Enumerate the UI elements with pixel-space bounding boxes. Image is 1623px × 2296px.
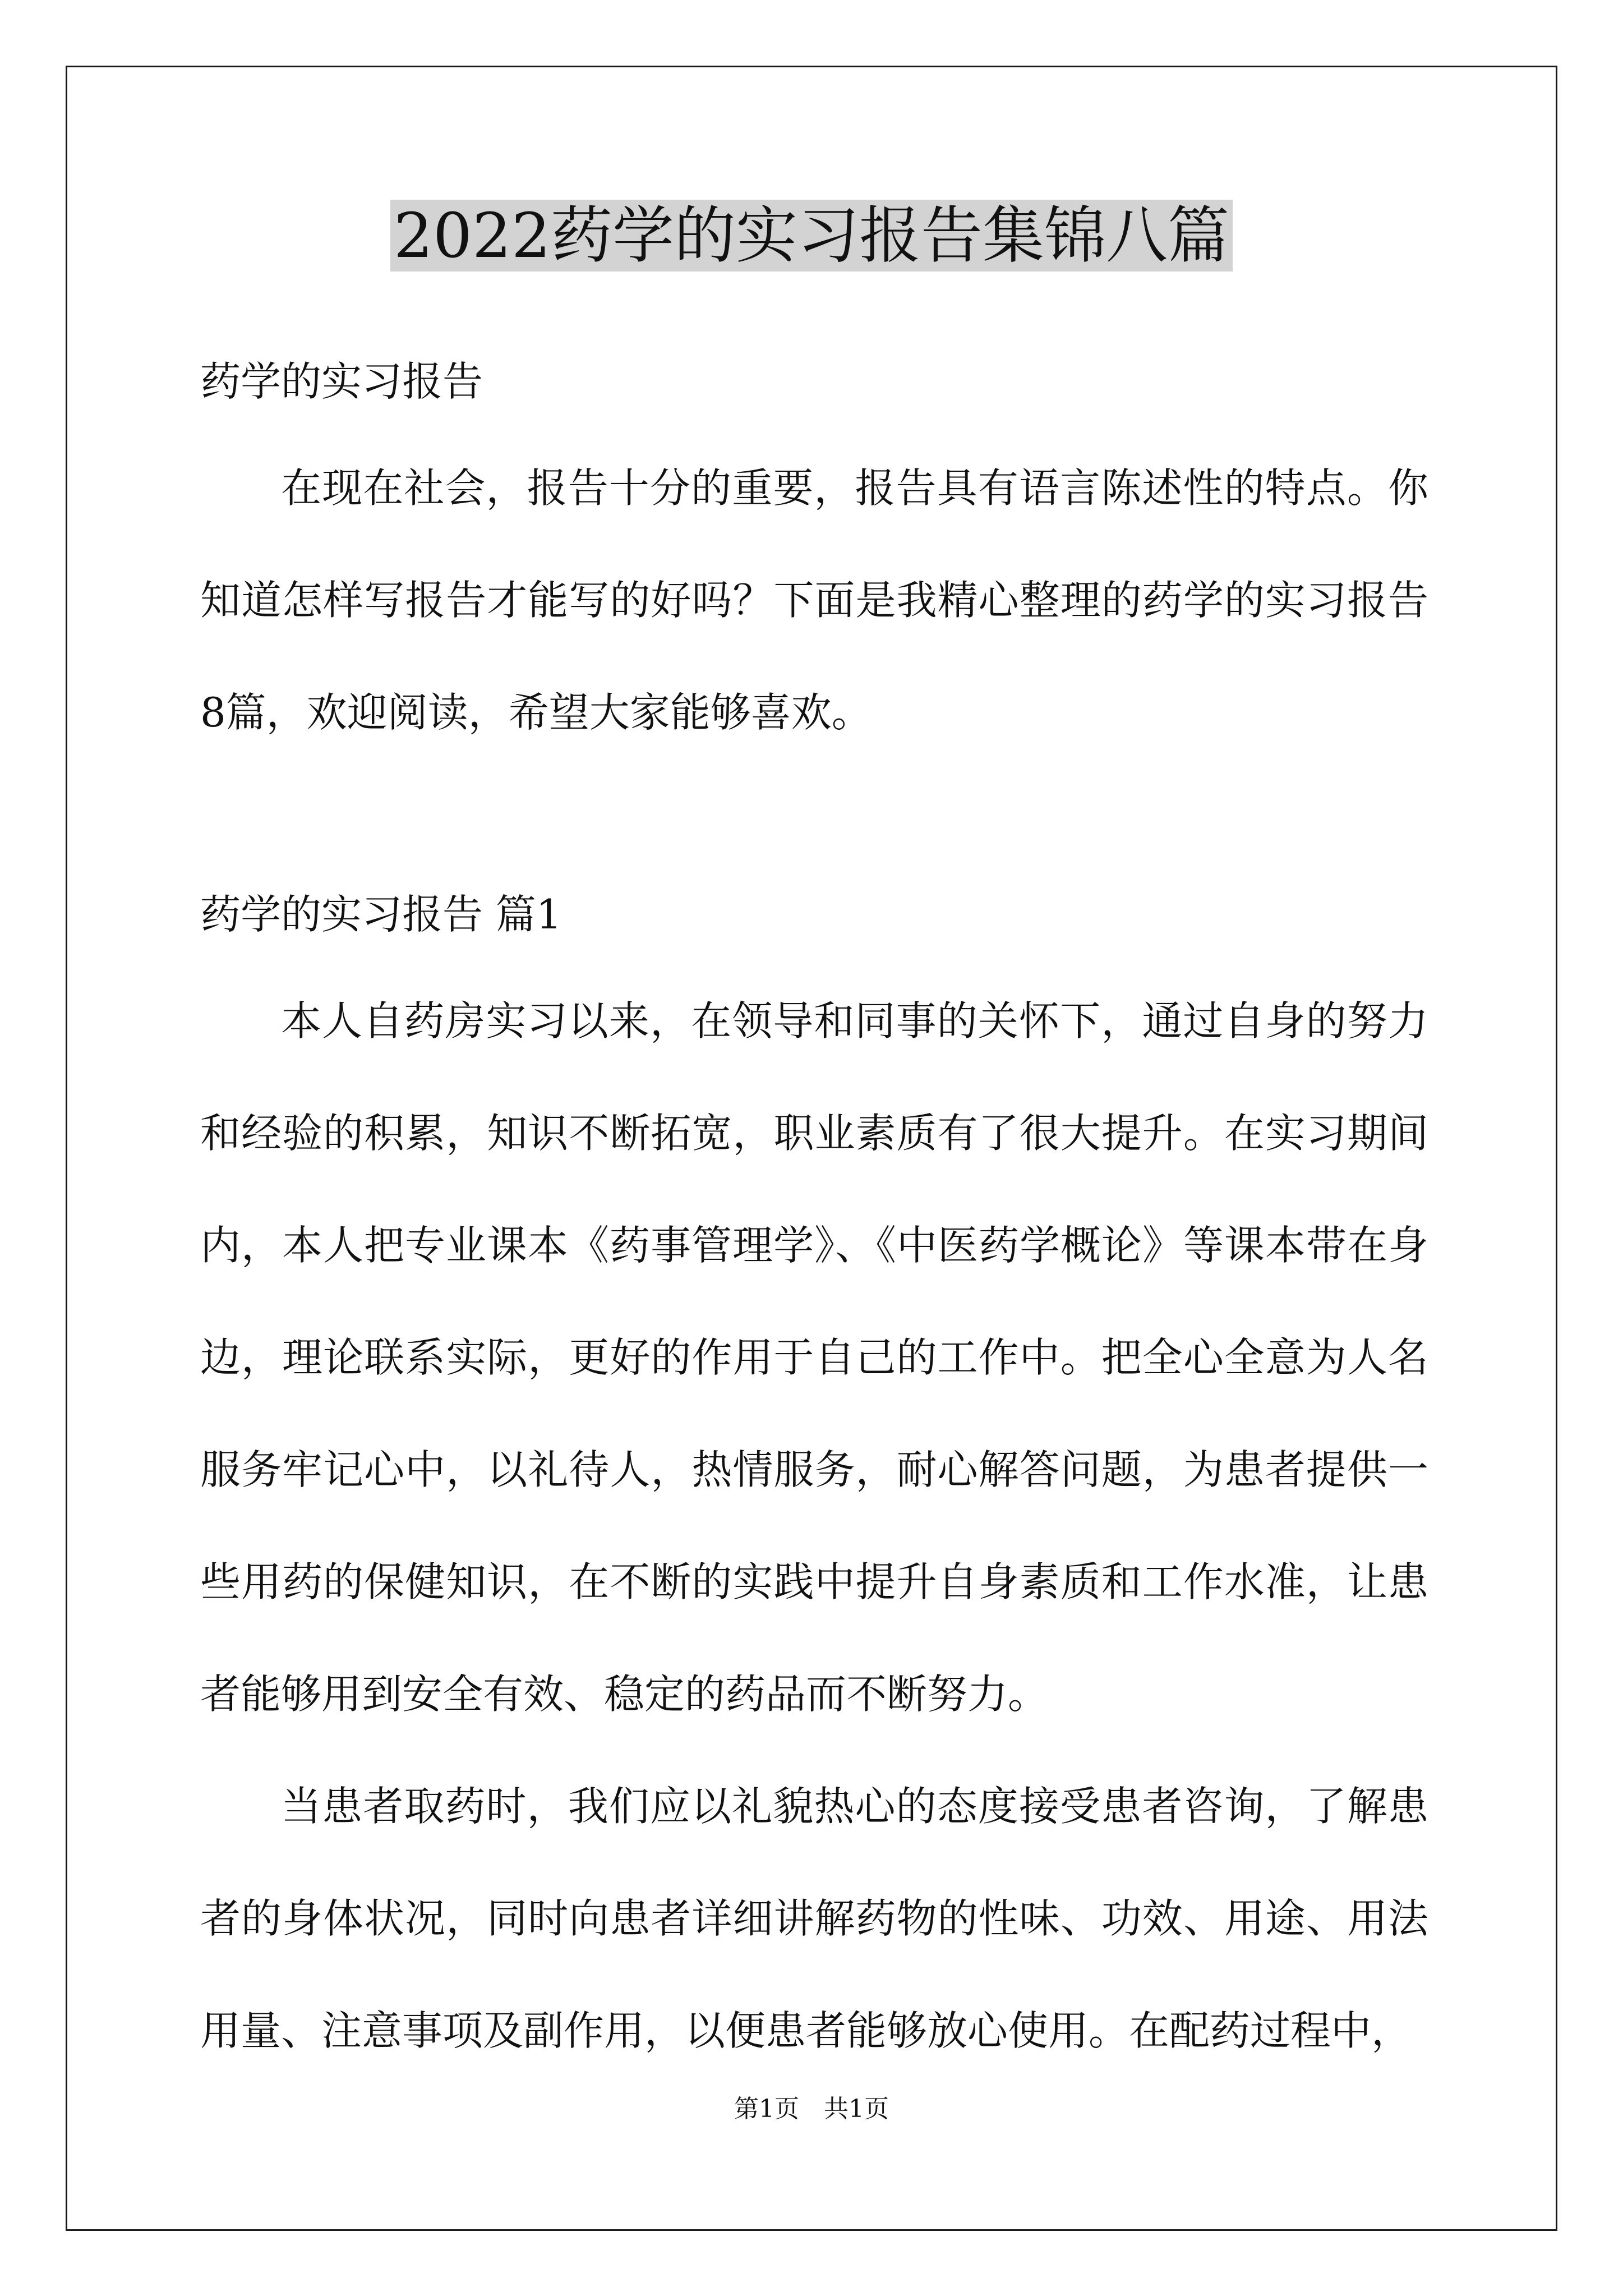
- document-title-text: 2022药学的实习报告集锦八篇: [390, 200, 1233, 272]
- body-paragraph: 本人自药房实习以来，在领导和同事的关怀下，通过自身的努力和经验的积累，知识不断拓宽，职业素质有了很大提升。在实习期间内，本人把专业课本《药事管理学》、《中医药学概论》等课本带在身边，理论联系实际，更好的作用于自己的工作中。把全心全意为人名服务牢记心中，以礼待人，热情服务，耐心解答问题，为患者提供一些用药的保健知识，在不断的实践中提升自身素质和工作水准，让患者能够用到安全有效、稳定的药品而不断努力。: [200, 997, 1428, 1718]
- intro-paragraph: 在现在社会，报告十分的重要，报告具有语言陈述性的特点。你知道怎样写报告才能写的好吗？下面是我精心整理的药学的实习报告8篇，欢迎阅读，希望大家能够喜欢。: [200, 464, 1428, 736]
- page-footer: 第1页 共1页: [734, 2095, 889, 2123]
- body-paragraph: 当患者取药时，我们应以礼貌热心的态度接受患者咨询，了解患者的身体状况，同时向患者详细讲解药物的性味、功效、用途、用法用量、注意事项及副作用，以便患者能够放心使用。在配药过程中，: [200, 1783, 1428, 2054]
- document-title: [0, 194, 1623, 278]
- section-heading: 药学的实习报告: [200, 358, 483, 405]
- article-heading: 药学的实习报告 篇1: [200, 891, 562, 938]
